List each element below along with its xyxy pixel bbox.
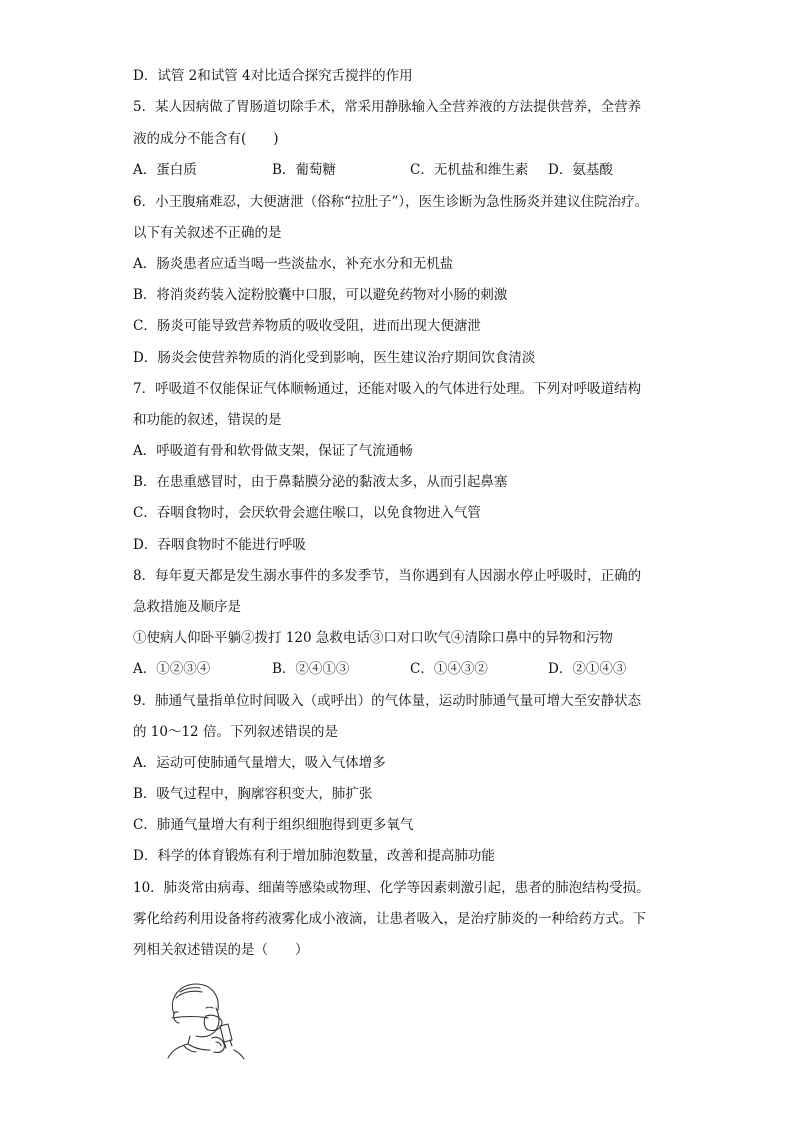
q7-option-c: C．吞咽食物时，会厌软骨会遮住喉口，以免食物进入气管	[133, 505, 481, 521]
q5-option-b: B．葡萄糖	[272, 162, 336, 178]
q6-option-a: A．肠炎患者应适当喝一些淡盐水，补充水分和无机盐	[133, 256, 454, 272]
q9-option-a: A．运动可使肺通气量增大，吸入气体增多	[133, 755, 386, 771]
q5-stem-line-1: 5．某人因病做了胃肠道切除手术，常采用静脉输入全营养液的方法提供营养，全营养	[133, 99, 642, 115]
nebulizer-patient-illustration	[158, 978, 248, 1060]
q8-option-c: C．①④③②	[410, 661, 488, 677]
q6-stem-line-1: 6．小王腹痛难忍，大便溏泄（俗称“拉肚子”），医生诊断为急性肠炎并建议住院治疗。	[133, 194, 649, 210]
q9-stem-line-1: 9．肺通气量指单位时间吸入（或呼出）的气体量，运动时肺通气量可增大至安静状态	[133, 693, 642, 709]
q6-option-d: D．肠炎会使营养物质的消化受到影响，医生建议治疗期间饮食清淡	[133, 350, 536, 366]
q10-stem-line-2: 雾化给药利用设备将药液雾化成小液滴，让患者吸入，是治疗肺炎的一种给药方式。下	[133, 911, 646, 927]
q9-option-d: D．科学的体育锻炼有利于增加肺泡数量，改善和提高肺功能	[133, 848, 495, 864]
q10-stem-line-1: 10．肺炎常由病毒、细菌等感染或物理、化学等因素刺激引起，患者的肺泡结构受损。	[133, 880, 650, 896]
q6-option-c: C．肠炎可能导致营养物质的吸收受阻，进而出现大便溏泄	[133, 318, 481, 334]
q7-stem-line-1: 7．呼吸道不仅能保证气体顺畅通过，还能对吸入的气体进行处理。下列对呼吸道结构	[133, 381, 642, 397]
q7-option-a: A．呼吸道有骨和软骨做支架，保证了气流通畅	[133, 443, 413, 459]
q10-stem-line-3: 列相关叙述错误的是（ ）	[133, 942, 309, 958]
q8-option-b: B．②④①③	[272, 661, 350, 677]
q8-stem-line-2: 急救措施及顺序是	[133, 599, 241, 615]
q7-option-b: B．在患重感冒时，由于鼻黏膜分泌的黏液太多，从而引起鼻塞	[133, 474, 508, 490]
q4-option-d: D．试管 2和试管 4对比适合探究舌搅拌的作用	[133, 68, 413, 84]
q9-option-c: C．肺通气量增大有利于组织细胞得到更多氧气	[133, 817, 414, 833]
q5-option-a: A．蛋白质	[133, 162, 197, 178]
q5-stem-line-2: 液的成分不能含有( )	[133, 131, 279, 147]
q6-option-b: B．将消炎药装入淀粉胶囊中口服，可以避免药物对小肠的刺激	[133, 287, 508, 303]
q8-steps: ①使病人仰卧平躺②拨打 120 急救电话③口对口吹气④清除口鼻中的异物和污物	[133, 630, 613, 646]
q5-option-d: D．氨基酸	[548, 162, 613, 178]
q9-stem-line-2: 的 10～12 倍。下列叙述错误的是	[133, 724, 338, 740]
q7-option-d: D．吞咽食物时不能进行呼吸	[133, 537, 306, 553]
q8-stem-line-1: 8．每年夏天都是发生溺水事件的多发季节，当你遇到有人因溺水停止呼吸时，正确的	[133, 568, 642, 584]
q9-option-b: B．吸气过程中，胸廓容积变大，肺扩张	[133, 786, 373, 802]
q6-stem-line-2: 以下有关叙述不正确的是	[133, 225, 282, 241]
q7-stem-line-2: 和功能的叙述，错误的是	[133, 412, 282, 428]
q5-option-c: C．无机盐和维生素	[410, 162, 529, 178]
q8-option-a: A．①②③④	[133, 661, 211, 677]
q8-option-d: D．②①④③	[548, 661, 627, 677]
